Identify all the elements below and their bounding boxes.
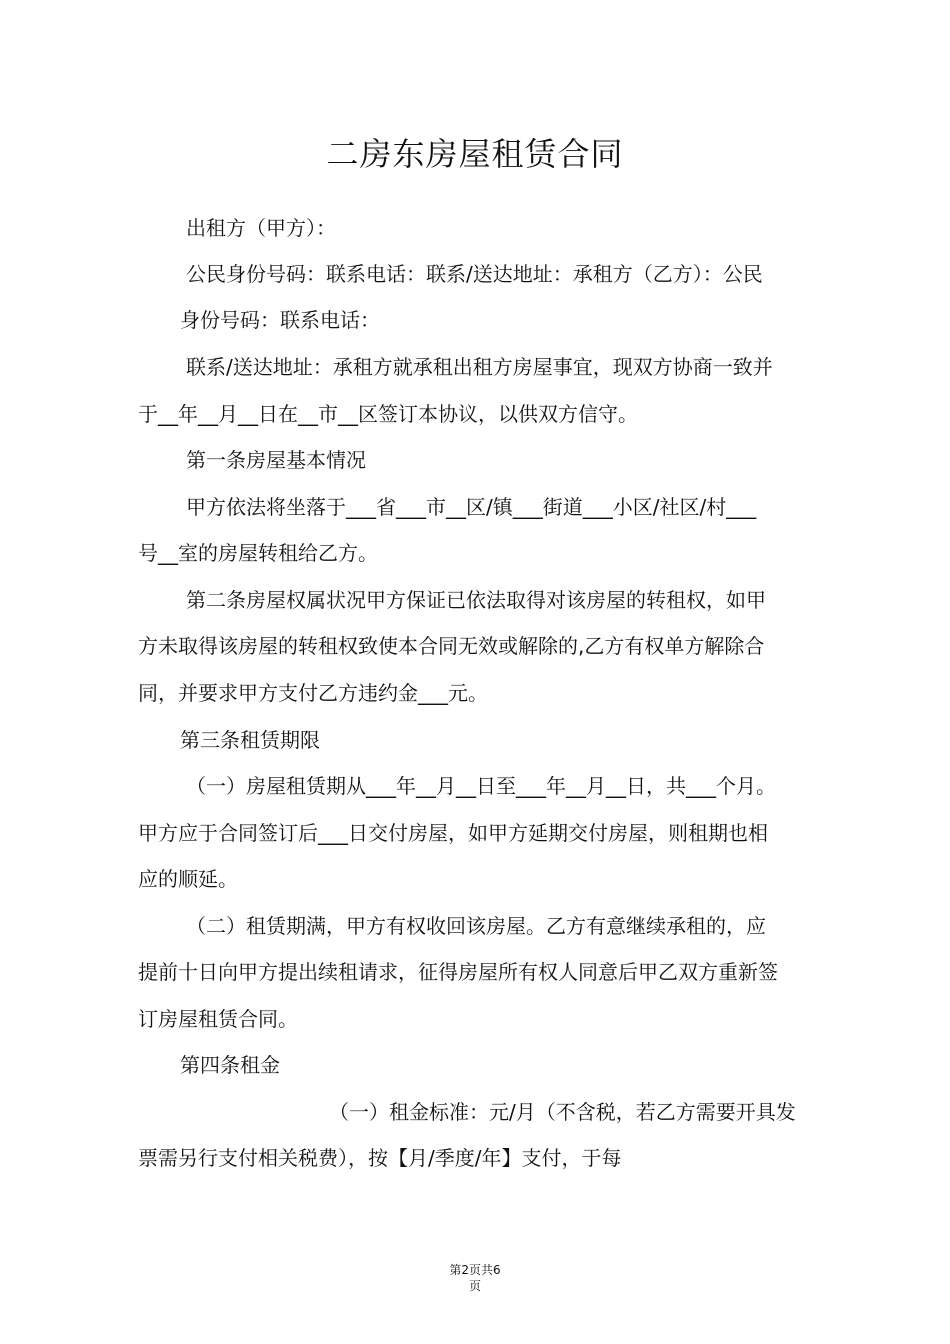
text-line: 票需另行支付相关税费），按【月/季度/年】支付，于每 (138, 1146, 622, 1170)
text-line: 方未取得该房屋的转租权致使本合同无效或解除的,乙方有权单方解除合 (138, 634, 765, 658)
section-heading: 第三条租赁期限 (180, 728, 320, 752)
text-line: 第二条房屋权属状况甲方保证已依法取得对该房屋的转租权，如甲 (186, 588, 766, 612)
text-line: （一）房屋租赁期从___年__月__日至___年__月__日，共___个月。 (186, 774, 776, 798)
text-line: （二）租赁期满，甲方有权收回该房屋。乙方有意继续承租的，应 (186, 914, 766, 938)
section-heading: 第一条房屋基本情况 (186, 448, 366, 472)
section-heading: 第四条租金 (180, 1053, 280, 1077)
text-line: 同，并要求甲方支付乙方违约金___元。 (138, 681, 488, 705)
text-line: 应的顺延。 (138, 867, 238, 891)
text-line: 出租方（甲方）： (186, 216, 336, 240)
text-line: （一）租金标准：元/月（不含税，若乙方需要开具发 (329, 1100, 796, 1124)
text-line: 甲方依法将坐落于___省___市__区/镇___街道___小区/社区/村___ (186, 495, 757, 519)
page-number: 第2页共6 (449, 1263, 501, 1277)
text-line: 联系/送达地址：承租方就承租出租方房屋事宜，现双方协商一致并 (186, 355, 773, 379)
text-line: 订房屋租赁合同。 (138, 1007, 298, 1031)
text-line: 甲方应于合同签订后___日交付房屋，如甲方延期交付房屋，则租期也相 (138, 821, 768, 845)
text-line: 号__室的房屋转租给乙方。 (138, 541, 378, 565)
text-line: 公民身份号码：联系电话：联系/送达地址：承租方（乙方）：公民 (186, 262, 763, 286)
text-line: 身份号码：联系电话： (180, 308, 380, 332)
text-line: 提前十日向甲方提出续租请求，征得房屋所有权人同意后甲乙双方重新签 (138, 960, 778, 984)
page-number-suffix: 页 (468, 1279, 481, 1293)
text-line: 于__年__月__日在__市__区签订本协议，以供双方信守。 (138, 402, 638, 426)
document-title: 二房东房屋租赁合同 (326, 135, 624, 173)
